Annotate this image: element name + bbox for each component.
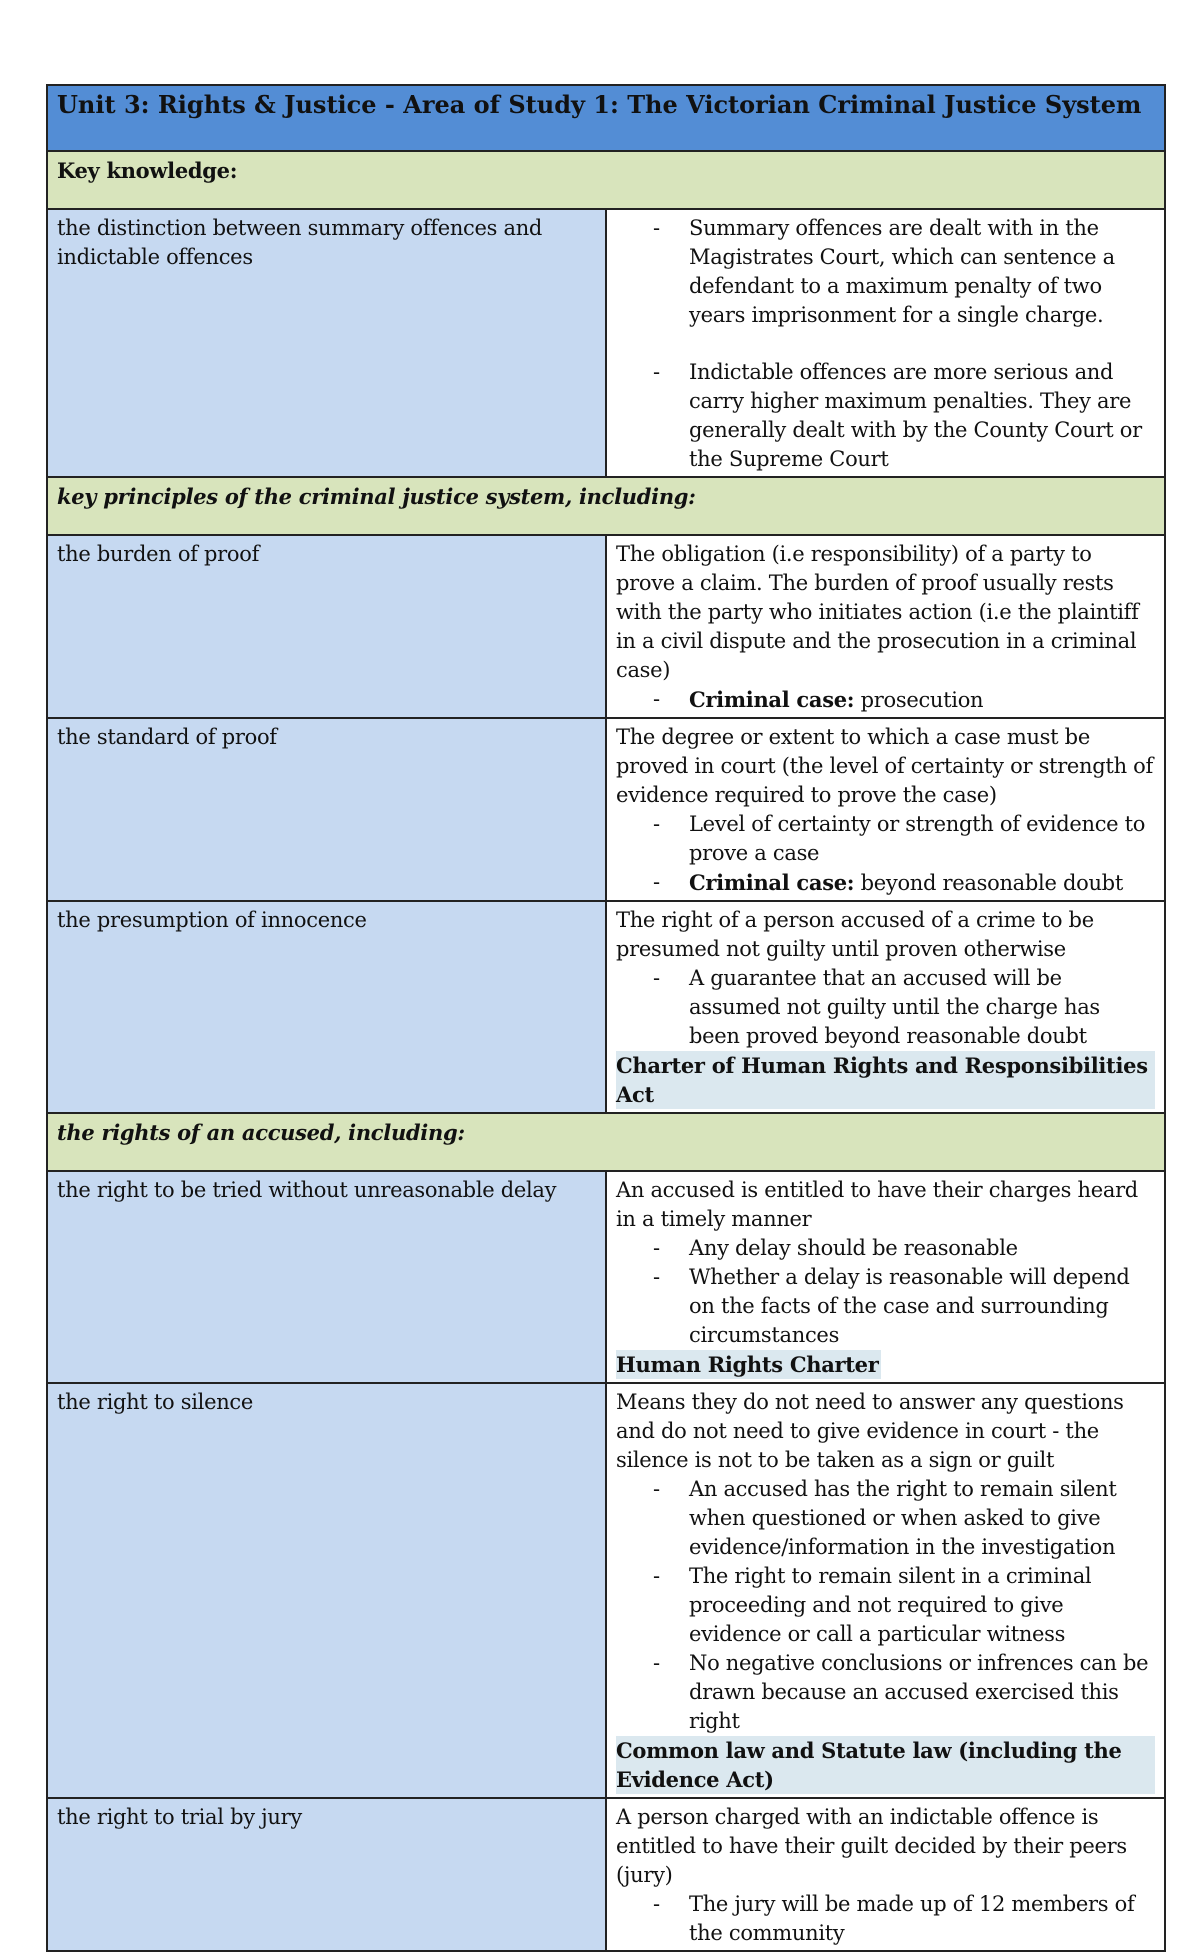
title-row [47, 85, 1165, 151]
section-row [47, 1113, 1165, 1171]
list-item: - Indictable offences are more serious and carry higher maximum penalties. They are generally dealt with by the County Court or the Supreme Court [689, 358, 1155, 474]
row-description: Means they do not need to answer any questions and do not need to give evidence in court - the silence is not to be taken as a sign or guilt [616, 1390, 1124, 1472]
row-content [606, 209, 1165, 477]
table-row [47, 901, 1165, 1113]
list-item: - Criminal case: beyond reasonable doubt [689, 868, 1155, 898]
bullet-list [616, 358, 1155, 474]
row-label: the right to silence [47, 1383, 606, 1798]
row-content [606, 718, 1165, 901]
document-title: Unit 3: Rights & Justice - Area of Study 1: The Victorian Criminal Justice System [47, 85, 1165, 151]
list-item: - A guarantee that an accused will be assumed not guilty until the charge has been proved beyond reasonable doubt [689, 964, 1155, 1051]
row-content [606, 901, 1165, 1113]
bullet-list [616, 1890, 1155, 1948]
table-row [47, 1798, 1165, 1951]
list-item: - Any delay should be reasonable [689, 1234, 1155, 1263]
study-table [46, 84, 1166, 1952]
table-row [47, 1171, 1165, 1383]
bullet-list [616, 685, 1155, 715]
section-heading-principles: key principles of the criminal justice system, including: [47, 477, 1165, 535]
row-content [606, 1171, 1165, 1383]
document-page [46, 84, 1166, 1952]
row-description: The obligation (i.e responsibility) of a party to prove a claim. The burden of proof usually rests with the party who initiates action (i.e the plaintiff in a civil dispute and the prosecution in a criminal case) [616, 542, 1139, 682]
table-row [47, 535, 1165, 718]
list-item: - The jury will be made up of 12 members of the community [689, 1890, 1155, 1948]
list-item: - Whether a delay is reasonable will depend on the facts of the case and surrounding circumstances [689, 1263, 1155, 1350]
key-knowledge-heading: Key knowledge: [47, 151, 1165, 209]
row-content [606, 1798, 1165, 1951]
list-item: - No negative conclusions or infrences can be drawn because an accused exercised this right [689, 1649, 1155, 1736]
row-label: the right to trial by jury [47, 1798, 606, 1951]
list-item: - Summary offences are dealt with in the Magistrates Court, which can sentence a defendant to a maximum penalty of two years imprisonment for a single charge. [689, 214, 1155, 330]
bullet-list [616, 810, 1155, 898]
row-content [606, 1383, 1165, 1798]
bullet-list [616, 214, 1155, 330]
row-label: the standard of proof [47, 718, 606, 901]
legal-source: Charter of Human Rights and Responsibilities Act [616, 1051, 1155, 1109]
row-description: The degree or extent to which a case must be proved in court (the level of certainty or strength of evidence required to prove the case) [616, 725, 1153, 807]
list-item: - An accused has the right to remain silent when questioned or when asked to give evidence/information in the investigation [689, 1475, 1155, 1562]
row-label: the right to be tried without unreasonable delay [47, 1171, 606, 1383]
section-row [47, 477, 1165, 535]
list-item: - Level of certainty or strength of evidence to prove a case [689, 810, 1155, 868]
legal-source: Human Rights Charter [616, 1352, 879, 1377]
row-label: the presumption of innocence [47, 901, 606, 1113]
list-item: - Criminal case: prosecution [689, 685, 1155, 715]
row-description: A person charged with an indictable offence is entitled to have their guilt decided by their peers (jury) [616, 1805, 1127, 1887]
row-label: the distinction between summary offences and indictable offences [47, 209, 606, 477]
row-description: An accused is entitled to have their charges heard in a timely manner [616, 1178, 1138, 1231]
table-row [47, 1383, 1165, 1798]
bullet-list [616, 1475, 1155, 1736]
key-knowledge-row [47, 151, 1165, 209]
section-heading-rights: the rights of an accused, including: [47, 1113, 1165, 1171]
bullet-list [616, 1234, 1155, 1350]
row-label: the burden of proof [47, 535, 606, 718]
bullet-list [616, 964, 1155, 1051]
row-content [606, 535, 1165, 718]
table-row [47, 718, 1165, 901]
list-item: - The right to remain silent in a criminal proceeding and not required to give evidence or call a particular witness [689, 1562, 1155, 1649]
legal-source: Common law and Statute law (including the Evidence Act) [616, 1736, 1155, 1794]
row-description: The right of a person accused of a crime to be presumed not guilty until proven otherwise [616, 908, 1094, 961]
table-row [47, 209, 1165, 477]
